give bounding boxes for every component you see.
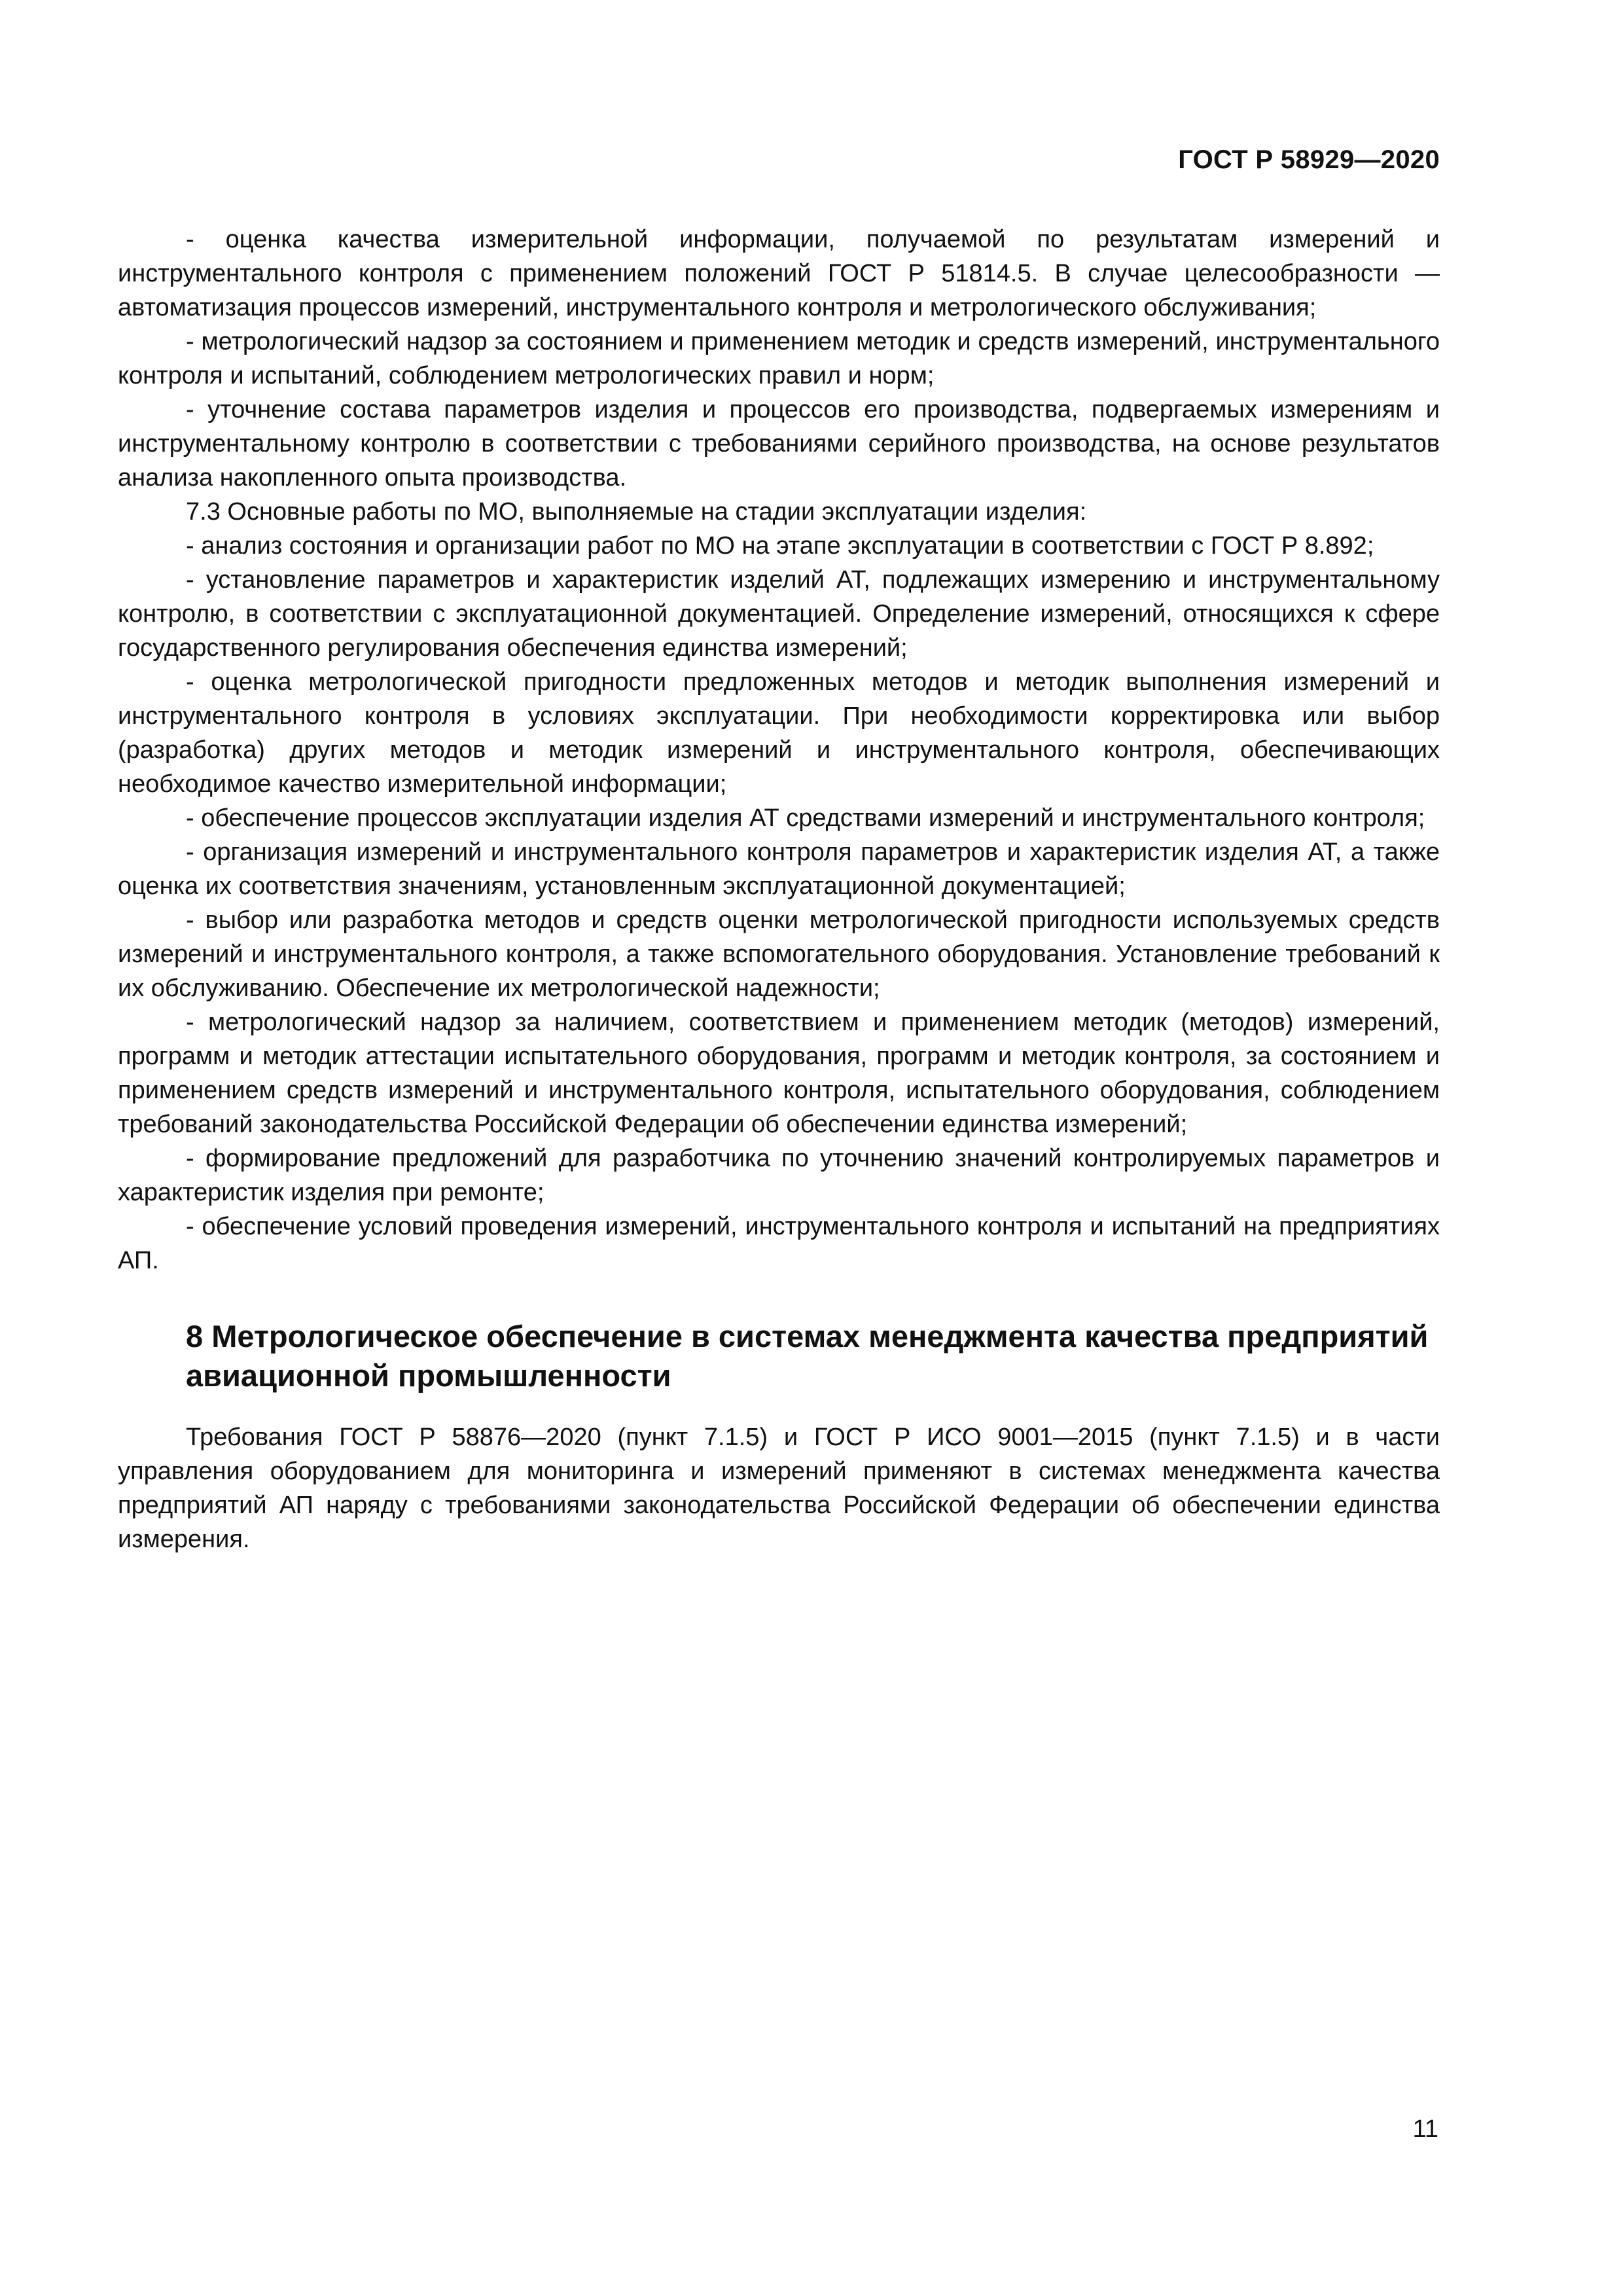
list-item: - метрологический надзор за состоянием и применением методик и средств измерений, инструментального контроля и испытаний, соблюдением метрологических правил и норм; [118, 328, 1440, 389]
list-item: - уточнение состава параметров изделия и процессов его производства, подвергаемых измерениям и инструментальному контролю в соответствии с требованиями серийного производства, на основе результатов анализа накопленного опыта производства. [118, 396, 1440, 492]
list-item: - обеспечение условий проведения измерений, инструментального контроля и испытаний на предприятиях АП. [118, 1213, 1440, 1274]
list-item: - формирование предложений для разработчика по уточнению значений контролируемых параметров и характеристик изделия при ремонте; [118, 1145, 1440, 1206]
list-item: - анализ состояния и организации работ по МО на этапе эксплуатации в соответствии с ГОСТ Р 8.892; [186, 532, 1374, 560]
list-item: - установление параметров и характеристик изделий АТ, подлежащих измерению и инструментальному контролю, в соответствии с эксплуатационной документацией. Определение измерений, относящихся к сфере государственного регулирования обеспечения единства измерений; [118, 566, 1440, 662]
document-body [118, 223, 1440, 1556]
page-number: 11 [1412, 2115, 1438, 2143]
list-item: - оценка качества измерительной информации, получаемой по результатам измерений и инструментального контроля с применением положений ГОСТ Р 51814.5. В случае целесообразности — автоматизация процессов измерений, инструментального контроля и метрологического обслуживания; [118, 226, 1440, 321]
section-8-heading: 8 Метрологическое обеспечение в системах менеджмента качества предприятий авиационной промышленности [186, 1319, 1429, 1393]
document-code-header: ГОСТ Р 58929—2020 [1178, 145, 1440, 174]
list-item: - выбор или разработка методов и средств оценки метрологической пригодности используемых средств измерений и инструментального контроля, а также вспомогательного оборудования. Установление требований к их обслуживанию. Обеспечение их метрологической надежности; [118, 906, 1440, 1002]
list-item: - оценка метрологической пригодности предложенных методов и методик выполнения измерений и инструментального контроля в условиях эксплуатации. При необходимости корректировка или выбор (разработка) других методов и методик измерений и инструментального контроля, обеспечивающих необходимое качество измерительной информации; [118, 668, 1440, 798]
clause-7-3-intro: 7.3 Основные работы по МО, выполняемые на стадии эксплуатации изделия: [186, 498, 1087, 526]
list-item: - метрологический надзор за наличием, соответствием и применением методик (методов) измерений, программ и методик аттестации испытательного оборудования, программ и методик контроля, за состоянием и применением средств измерений и инструментального контроля, испытательного оборудования, соблюдением требований законодательства Российской Федерации об обеспечении единства измерений; [118, 1009, 1440, 1138]
section-8-paragraph: Требования ГОСТ Р 58876—2020 (пункт 7.1.5) и ГОСТ Р ИСО 9001—2015 (пункт 7.1.5) и в части управления оборудованием для мониторинга и измерений применяют в системах менеджмента качества предприятий АП наряду с требованиями законодательства Российской Федерации об обеспечении единства измерения. [118, 1424, 1440, 1553]
list-item: - организация измерений и инструментального контроля параметров и характеристик изделия АТ, а также оценка их соответствия значениям, установленным эксплуатационной документацией; [118, 838, 1440, 900]
list-item: - обеспечение процессов эксплуатации изделия АТ средствами измерений и инструментального контроля; [186, 804, 1425, 832]
